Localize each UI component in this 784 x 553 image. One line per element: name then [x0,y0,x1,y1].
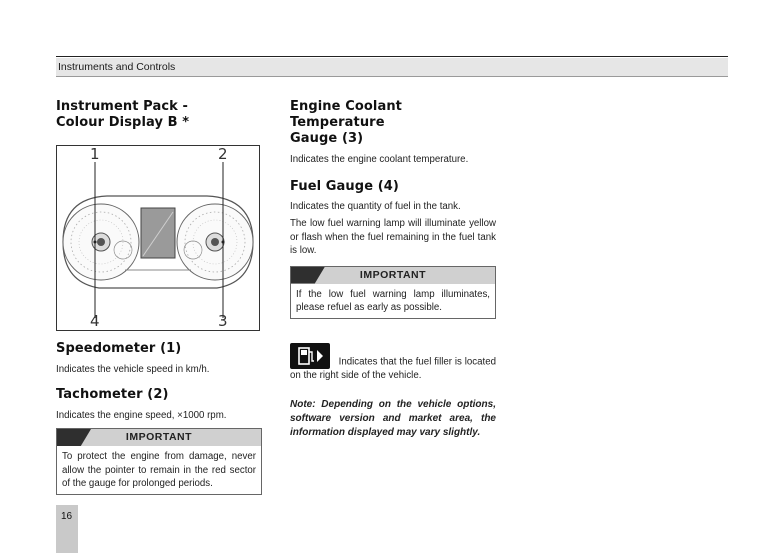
middle-column [290,99,496,450]
fuel-gauge-heading: Fuel Gauge (4) [290,178,399,194]
note-text: Note: Depending on the vehicle options, software version and market area, the information displayed may vary slightly. [290,399,496,438]
callout-1: 1 [90,145,100,163]
heading-line-2: Colour Display B * [56,115,190,130]
fuel-text-1: Indicates the quantity of fuel in the tank. [290,200,461,212]
header-rule [56,56,728,57]
fuel-filler-paragraph [290,343,496,383]
page-number: 16 [61,511,73,522]
speedometer-text: Indicates the vehicle speed in km/h. [56,364,210,375]
tachometer-heading: Tachometer (2) [56,386,169,402]
coolant-heading [290,99,496,147]
tachometer-text: Indicates the engine speed, ×1000 rpm. [56,409,227,421]
important-header [291,267,495,284]
fuel-pump-icon [290,343,330,369]
left-column [56,99,262,495]
callout-3: 3 [218,312,228,330]
important-box-fuel [290,266,496,319]
important-label: IMPORTANT [359,268,427,281]
section-header [56,58,728,76]
speedometer-heading: Speedometer (1) [56,341,182,356]
header-underline [56,76,728,77]
important-text: If the low fuel warning lamp illuminates, please refuel as early as possible. [296,288,490,313]
important-header [57,429,261,446]
section-title: Instruments and Controls [58,61,176,73]
important-text: To protect the engine from damage, never allow the pointer to remain in the red sector of the gauge for prolonged periods. [62,451,256,489]
fuel-text-2: The low fuel warning lamp will illuminate yellow or flash when the fuel remaining in the fuel tank is low. [290,218,496,256]
coolant-heading-line-2: Gauge (3) [290,131,364,146]
instrument-pack-heading [56,99,262,131]
page-number-tab [56,505,78,553]
callout-4: 4 [90,312,100,330]
coolant-heading-line-1: Engine Coolant Temperature [290,99,402,130]
important-wedge [57,429,91,446]
important-box-engine [56,428,262,495]
instrument-cluster-figure [56,145,260,331]
fuel-filler-text: Indicates that the fuel filler is located on the right side of the vehicle. [290,356,497,381]
coolant-text: Indicates the engine coolant temperature. [290,154,469,165]
important-label: IMPORTANT [125,431,193,443]
callout-2: 2 [218,145,228,163]
instrument-cluster-illustration [57,146,259,330]
important-wedge [291,267,325,284]
heading-line-1: Instrument Pack - [56,99,188,114]
